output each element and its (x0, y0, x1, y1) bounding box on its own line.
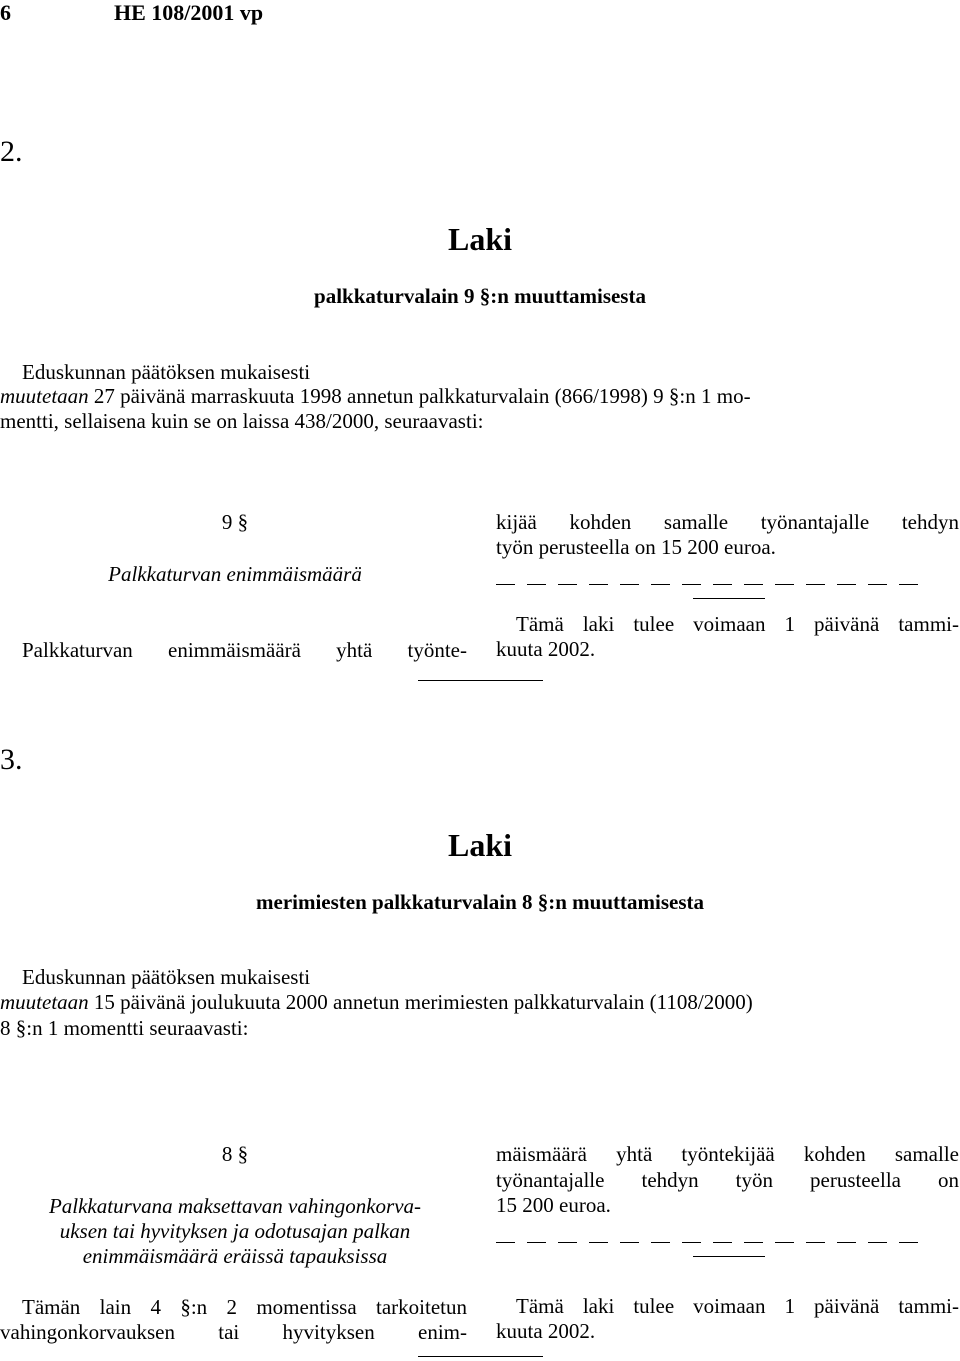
divider (693, 1256, 765, 1257)
paragraph-text-right-1: mäismäärä yhtä työntekijää kohden samalle (496, 1142, 959, 1166)
divider (693, 598, 765, 599)
section-number: 2. (0, 135, 23, 168)
end-rule (418, 1356, 543, 1357)
paragraph-text-right-3: 15 200 euroa. (496, 1193, 611, 1217)
omission-dashes (496, 1242, 918, 1243)
law-subtitle: palkkaturvalain 9 §:n muuttamisesta (314, 284, 646, 308)
amendment-keyword: muutetaan (0, 384, 89, 408)
entry-into-force-1: Tämä laki tulee voimaan 1 päivänä tammi- (516, 1294, 959, 1318)
entry-into-force-1: Tämä laki tulee voimaan 1 päivänä tammi- (516, 612, 959, 636)
amendment-keyword: muutetaan (0, 990, 89, 1014)
entry-into-force-2: kuuta 2002. (496, 1319, 596, 1343)
paragraph-text-left: Palkkaturvan enimmäismäärä yhtä työnte- (22, 638, 467, 662)
section-number: 3. (0, 743, 23, 776)
amendment-clause-line2: mentti, sellaisena kuin se on laissa 438/2000, seuraavasti: (0, 409, 484, 433)
amendment-text: 27 päivänä marraskuuta 1998 annetun palkkaturvalain (866/1998) 9 §:n 1 mo- (88, 384, 751, 408)
paragraph-text-right-2: työnantajalle tehdyn työn perusteella on (496, 1168, 959, 1192)
paragraph-heading: 9 § (221, 510, 249, 534)
entry-into-force-2: kuuta 2002. (496, 637, 596, 661)
paragraph-title-1: Palkkaturvana maksettavan vahingonkorva- (48, 1194, 422, 1218)
law-subtitle: merimiesten palkkaturvalain 8 §:n muuttamisesta (256, 890, 704, 914)
paragraph-title-3: enimmäismäärä eräissä tapauksissa (82, 1244, 388, 1268)
amendment-clause-line2: 8 §:n 1 momentti seuraavasti: (0, 1016, 249, 1040)
paragraph-text-left-1: Tämän lain 4 §:n 2 momentissa tarkoitetun (22, 1295, 467, 1319)
page-number: 6 (0, 0, 11, 25)
law-title: Laki (447, 827, 513, 863)
paragraph-heading: 8 § (221, 1142, 249, 1166)
document-id: HE 108/2001 vp (114, 0, 264, 25)
paragraph-text-right-1: kijää kohden samalle työnantajalle tehdyn (496, 510, 959, 534)
enactment-clause: Eduskunnan päätöksen mukaisesti (22, 965, 311, 989)
enactment-clause: Eduskunnan päätöksen mukaisesti (22, 360, 311, 384)
omission-dashes (496, 584, 918, 585)
amendment-text: 15 päivänä joulukuuta 2000 annetun merimiesten palkkaturvalain (1108/2000) (88, 990, 753, 1014)
law-title: Laki (447, 221, 513, 257)
amendment-clause (0, 384, 960, 409)
paragraph-text-right-2: työn perusteella on 15 200 euroa. (496, 535, 776, 559)
paragraph-text-left-2: vahingonkorvauksen tai hyvityksen enim- (0, 1320, 467, 1344)
paragraph-title: Palkkaturvan enimmäismäärä (108, 562, 362, 586)
amendment-clause (0, 990, 960, 1015)
paragraph-title-2: uksen tai hyvityksen ja odotusajan palkan (59, 1219, 411, 1243)
end-rule (418, 680, 543, 681)
